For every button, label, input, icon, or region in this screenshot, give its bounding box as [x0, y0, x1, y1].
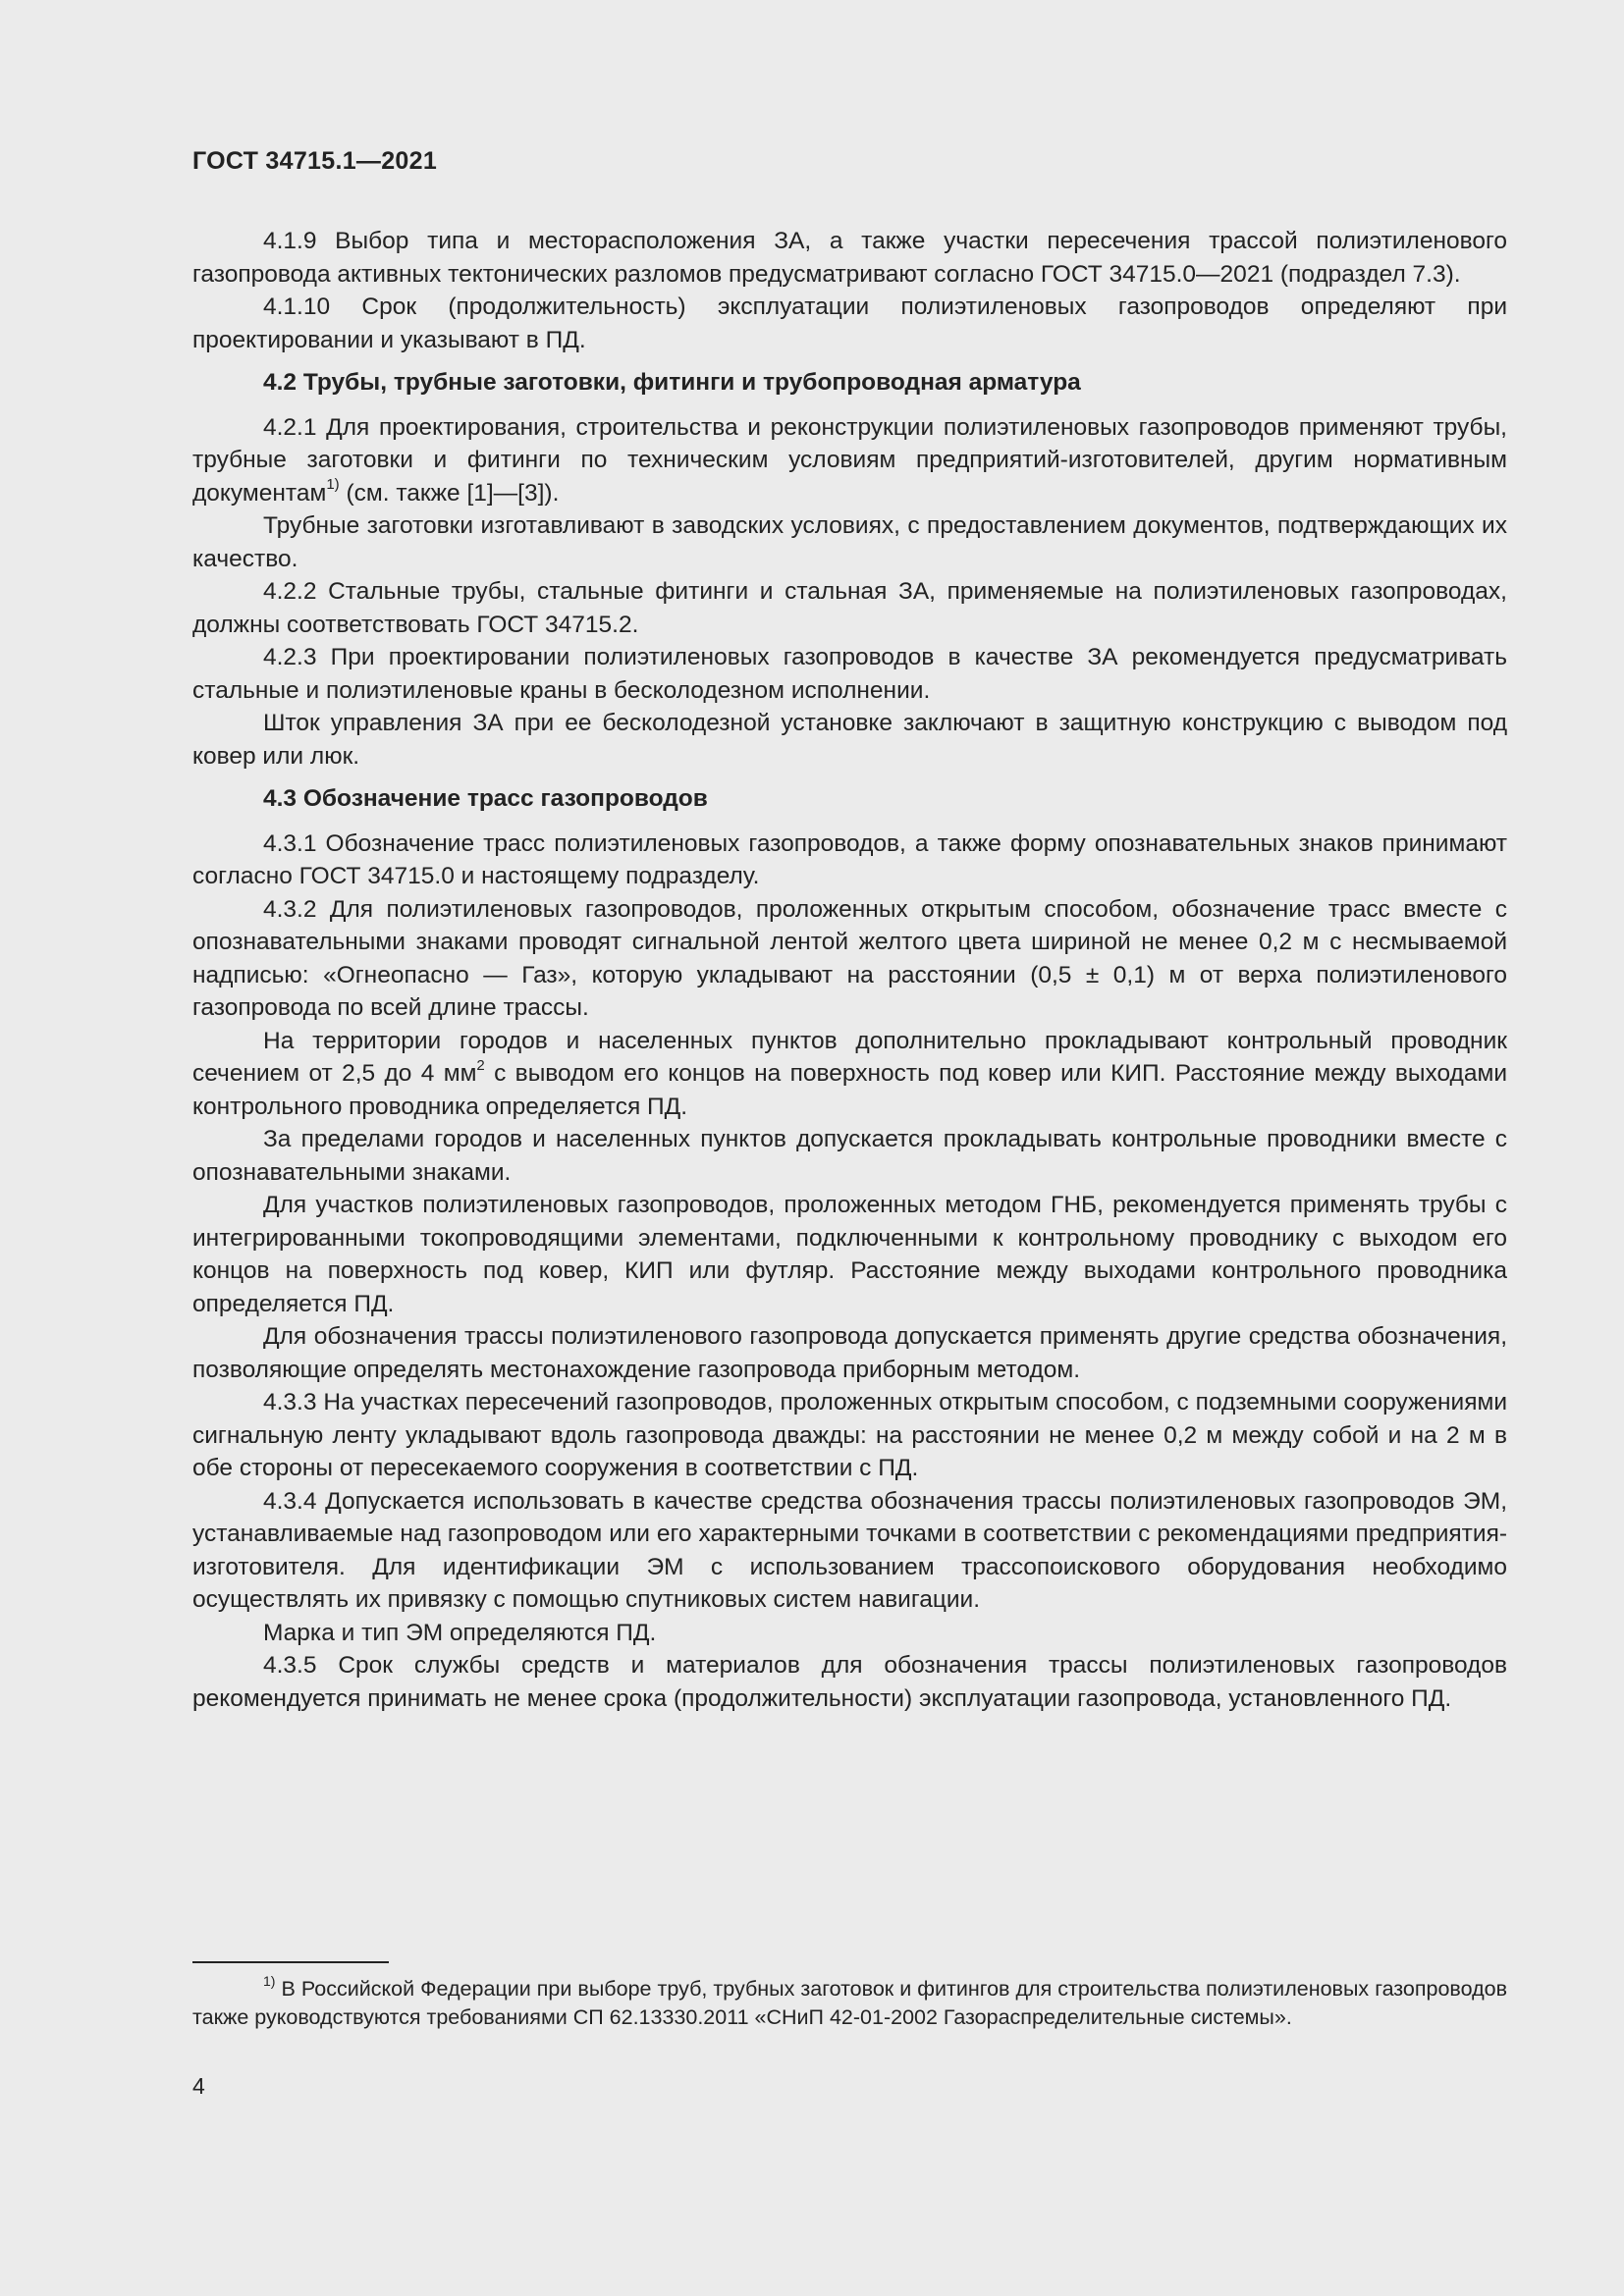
paragraph-4-2-1-tail: (см. также [1]—[3]). — [339, 479, 560, 507]
paragraph-4-3-2-outside: За пределами городов и населенных пунктов допускается прокладывать контрольные проводники вместе с опознавательными знаками. — [192, 1126, 1507, 1186]
paragraph-4-3-2: 4.3.2 Для полиэтиленовых газопроводов, проложенных открытым способом, обозначение трасс вместе с опознавательными знаками проводят сигнальной лентой желтого цвета шириной не менее 0,2 м с несмываемой надписью: «Огнеопасно — Газ», которую укладывают на расстоянии (0,5 ± 0,1) м от верха полиэтиленового газопровода по всей длине трассы. — [192, 895, 1507, 1021]
section-heading-4-3: 4.3 Обозначение трасс газопроводов — [263, 785, 708, 812]
paragraph-4-3-4-continued: Марка и тип ЭМ определяются ПД. — [263, 1619, 657, 1646]
footnote-text: В Российской Федерации при выборе труб, трубных заготовок и фитингов для строительства полиэтиленовых газопроводов также руководствуются требованиями СП 62.13330.2011 «СНиП 42-01-2002 Газораспределительные системы». — [192, 1977, 1507, 2029]
footnote-reference: 1) — [326, 476, 340, 494]
superscript-squared: 2 — [476, 1056, 485, 1074]
footnote-mark: 1) — [263, 1972, 276, 1989]
paragraph-4-1-10: 4.1.10 Срок (продолжительность) эксплуатации полиэтиленовых газопроводов определяют при проектировании и указывают в ПД. — [192, 294, 1507, 353]
paragraph-4-3-2-urban-text: На территории городов и населенных пунктов дополнительно прокладывают контрольный проводник сечением от 2,5 до 4 мм — [192, 1027, 1507, 1087]
paragraph-4-3-4: 4.3.4 Допускается использовать в качестве средства обозначения трассы полиэтиленовых газопроводов ЭМ, устанавливаемые над газопроводом или его характерными точками в соответствии с рекомендациями предприятия-изготовителя. Для идентификации ЭМ с использованием трассопоискового оборудования необходимо осуществлять их привязку с помощью спутниковых систем навигации. — [192, 1487, 1507, 1613]
paragraph-4-2-1-text: 4.2.1 Для проектирования, строительства и реконструкции полиэтиленовых газопроводов применяют трубы, трубные заготовки и фитинги по техническим условиям предприятий-изготовителей, другим нормативным документам — [192, 413, 1507, 507]
paragraph-4-3-2-other-means: Для обозначения трассы полиэтиленового газопровода допускается применять другие средства обозначения, позволяющие определять местонахождение газопровода приборным методом. — [192, 1323, 1507, 1383]
page-number: 4 — [192, 2073, 205, 2099]
paragraph-4-2-2: 4.2.2 Стальные трубы, стальные фитинги и стальная ЗА, применяемые на полиэтиленовых газопроводах, должны соответствовать ГОСТ 34715.2. — [192, 578, 1507, 638]
paragraph-4-3-3: 4.3.3 На участках пересечений газопроводов, проложенных открытым способом, с подземными сооружениями сигнальную ленту укладывают вдоль газопровода дважды: на расстоянии не менее 0,2 м между собой и на 2 м в обе стороны от пересекаемого сооружения в соответствии с ПД. — [192, 1389, 1507, 1481]
document-header: ГОСТ 34715.1—2021 — [192, 147, 438, 175]
footnote-divider — [192, 1961, 389, 1963]
paragraph-4-2-3: 4.2.3 При проектировании полиэтиленовых газопроводов в качестве ЗА рекомендуется предусматривать стальные и полиэтиленовые краны в бесколодезном исполнении. — [192, 644, 1507, 704]
paragraph-4-2-1 — [192, 411, 1507, 510]
paragraph-4-2-1-continued: Трубные заготовки изготавливают в заводских условиях, с предоставлением документов, подтверждающих их качество. — [192, 512, 1507, 572]
paragraph-4-2-3-continued: Шток управления ЗА при ее бесколодезной установке заключают в защитную конструкцию с выводом под ковер или люк. — [192, 710, 1507, 770]
paragraph-4-3-2-urban — [192, 1025, 1507, 1124]
section-heading-4-2: 4.2 Трубы, трубные заготовки, фитинги и трубопроводная арматура — [263, 369, 1081, 396]
paragraph-4-1-9: 4.1.9 Выбор типа и месторасположения ЗА, а также участки пересечения трассой полиэтиленового газопровода активных тектонических разломов предусматривают согласно ГОСТ 34715.0—2021 (подраздел 7.3). — [192, 228, 1507, 288]
paragraph-4-3-2-urban-tail: с выводом его концов на поверхность под ковер или КИП. Расстояние между выходами контрольного проводника определяется ПД. — [192, 1060, 1508, 1120]
footnote — [192, 1972, 1507, 2032]
document-body — [192, 225, 1507, 1715]
paragraph-4-3-5: 4.3.5 Срок службы средств и материалов для обозначения трассы полиэтиленовых газопроводов рекомендуется принимать не менее срока (продолжительности) эксплуатации газопровода, установленного ПД. — [192, 1652, 1507, 1712]
paragraph-4-3-2-hdd: Для участков полиэтиленовых газопроводов, проложенных методом ГНБ, рекомендуется применять трубы с интегрированными токопроводящими элементами, подключенными к контрольному проводнику с выходом его концов на поверхность под ковер, КИП или футляр. Расстояние между выходами контрольного проводника определяется ПД. — [192, 1192, 1507, 1317]
paragraph-4-3-1: 4.3.1 Обозначение трасс полиэтиленовых газопроводов, а также форму опознавательных знаков принимают согласно ГОСТ 34715.0 и настоящему подразделу. — [192, 829, 1507, 889]
